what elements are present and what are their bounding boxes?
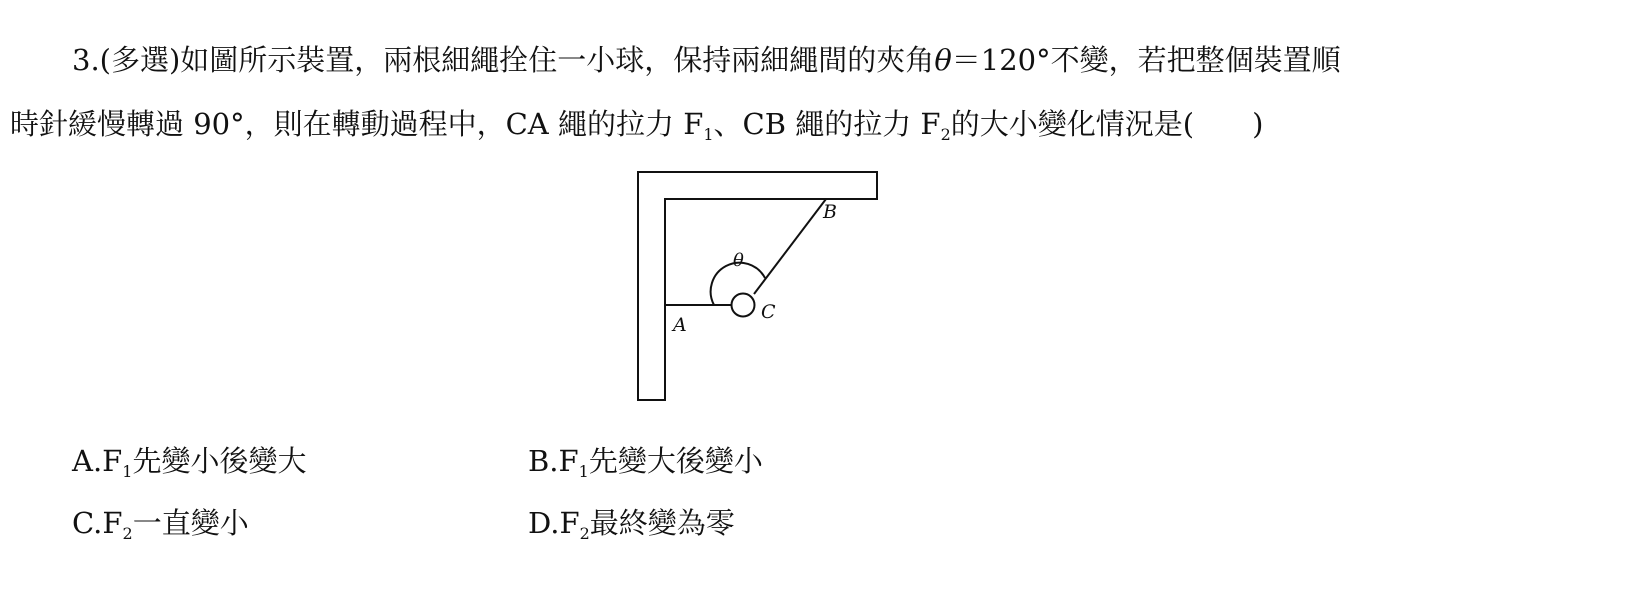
- question-line-1-suffix: ＝120°不變，若把整個裝置順: [951, 43, 1341, 77]
- option-c-text: 一直變小: [132, 506, 249, 540]
- question-line-2-prefix: 時針緩慢轉過 90°，則在轉動過程中，CA 繩的拉力 F: [10, 107, 704, 141]
- apparatus-diagram: [620, 160, 890, 410]
- option-b-text: 先變大後變小: [588, 444, 763, 478]
- f1-subscript: 1: [703, 125, 714, 144]
- option-d-text: 最終變為零: [589, 506, 735, 540]
- label-c: C: [761, 301, 776, 323]
- option-c-var: F: [102, 506, 123, 540]
- option-a-text: 先變小後變大: [132, 444, 307, 478]
- option-d[interactable]: [528, 505, 735, 541]
- option-a[interactable]: [72, 443, 307, 479]
- rope-cb: [754, 199, 826, 294]
- option-c-sub: 2: [122, 524, 133, 543]
- option-a-letter: A.: [72, 444, 103, 478]
- option-b-letter: B.: [528, 444, 559, 478]
- ball-c: [732, 294, 755, 317]
- option-b-sub: 1: [578, 462, 589, 481]
- question-line-2-mid: 、CB 繩的拉力 F: [713, 107, 941, 141]
- question-line-1-prefix: 3.(多選)如圖所示裝置，兩根細繩拴住一小球，保持兩細繩間的夾角: [72, 43, 935, 77]
- question-line-2-suffix: 的大小變化情況是( ): [950, 107, 1264, 141]
- label-theta: θ: [733, 250, 744, 271]
- option-b-var: F: [558, 444, 579, 478]
- option-d-var: F: [559, 506, 580, 540]
- question-line-2: [10, 106, 1263, 142]
- option-d-letter: D.: [528, 506, 560, 540]
- option-a-sub: 1: [122, 462, 133, 481]
- f2-subscript: 2: [940, 125, 951, 144]
- label-a: A: [673, 314, 687, 336]
- option-a-var: F: [102, 444, 123, 478]
- theta-symbol: θ: [934, 43, 952, 77]
- option-b[interactable]: [528, 443, 763, 479]
- frame-outline: [638, 172, 877, 400]
- question-line-1: [72, 42, 1341, 78]
- option-d-sub: 2: [579, 524, 590, 543]
- label-b: B: [823, 201, 837, 223]
- option-c[interactable]: [72, 505, 249, 541]
- option-c-letter: C.: [72, 506, 103, 540]
